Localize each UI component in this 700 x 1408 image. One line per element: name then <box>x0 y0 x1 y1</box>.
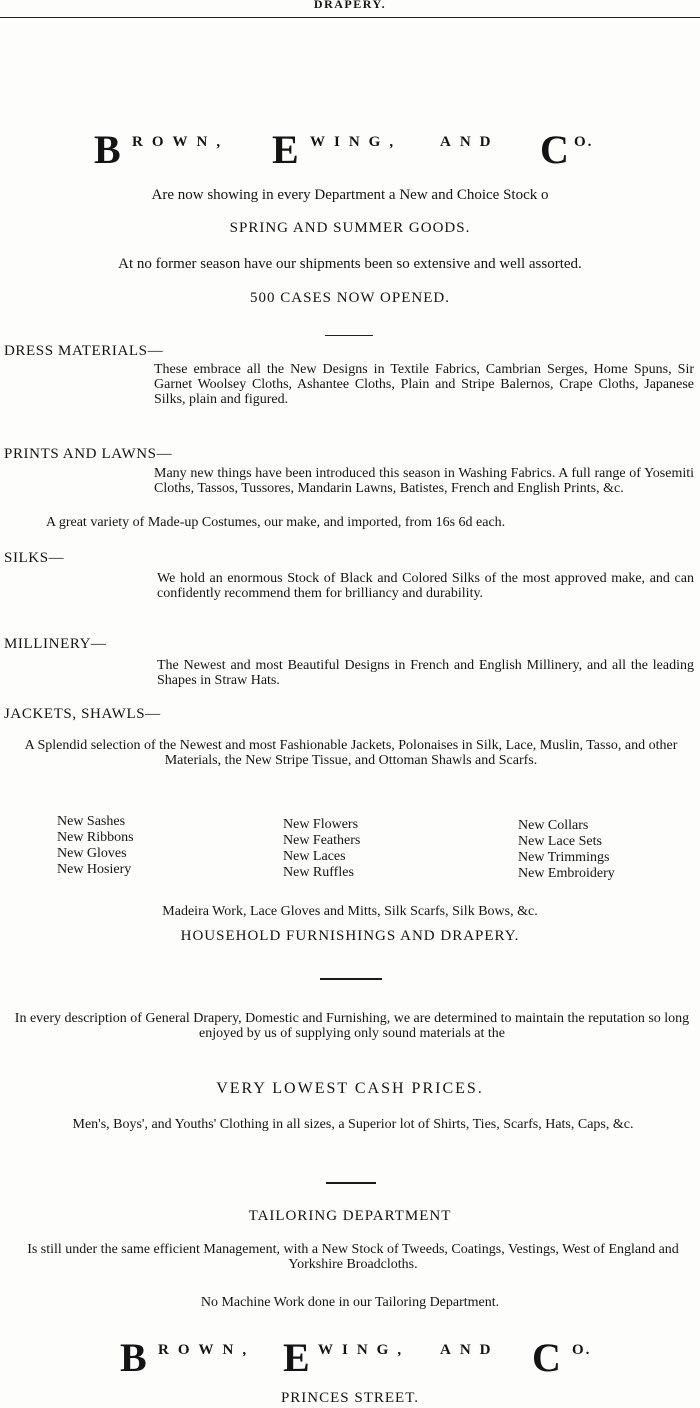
firm-e-rest: WING, <box>310 134 403 150</box>
novelty-item: New Ruffles <box>283 865 354 880</box>
tailoring-text: Is still under the same efficient Management, with a New Stock of Tweeds, Coatings, Vestings, West of England and Yorkshire Broadcloths. <box>27 1242 679 1272</box>
clothing-text: Men's, Boys', and Youths' Clothing in all sizes, a Superior lot of Shirts, Ties, Scarfs, Hats, Caps, &c. <box>72 1117 634 1132</box>
firm-e-rest: WING, <box>318 1342 411 1358</box>
firm-c-rest: O. <box>572 1342 592 1358</box>
jackets-shawls-heading: JACKETS, SHAWLS— <box>4 706 161 722</box>
tailoring-note: No Machine Work done in our Tailoring Department. <box>200 1295 500 1310</box>
firm-c-cap: C <box>532 1335 561 1380</box>
novelties-col-3 <box>518 818 615 882</box>
novelty-item: New Trimmings <box>518 850 610 865</box>
intro-line-2: SPRING AND SUMMER GOODS. <box>229 220 471 236</box>
novelties-col-2 <box>283 817 360 881</box>
prints-lawns-text: Many new things have been introduced this season in Washing Fabrics. A full range of Yosemiti Cloths, Tassos, Tussores, Mandarin Lawns, Batistes, French and English Prints, &c. <box>154 466 694 496</box>
millinery-text: The Newest and most Beautiful Designs in French and English Millinery, and all the leading Shapes in Straw Hats. <box>157 658 694 688</box>
firm-name-top <box>0 126 700 176</box>
novelty-item: New Flowers <box>283 817 359 832</box>
page-header: DRAPERY. <box>313 0 387 11</box>
firm-b-rest: ROWN, <box>132 134 230 150</box>
novelty-item: New Laces <box>283 849 346 864</box>
address-line: PRINCES STREET. <box>280 1390 420 1406</box>
novelty-item: New Collars <box>518 818 589 833</box>
divider-short-1 <box>325 335 373 336</box>
made-up-costumes-text: A great variety of Made-up Costumes, our make, and imported, from 16s 6d each. <box>46 515 506 530</box>
firm-b-cap: B <box>120 1335 147 1380</box>
firm-c-cap: C <box>540 127 569 172</box>
firm-b-cap: B <box>94 127 121 172</box>
novelties-col-1 <box>57 814 134 878</box>
tailoring-heading: TAILORING DEPARTMENT <box>248 1208 452 1224</box>
novelty-item: New Feathers <box>283 833 361 848</box>
jackets-shawls-text: A Splendid selection of the Newest and most Fashionable Jackets, Polonaises in Silk, Lace, Muslin, Tasso, and other Materials, the New Stripe Tissue, and Ottoman Shawls and Scarfs. <box>24 738 678 768</box>
silks-heading: SILKS— <box>4 550 65 566</box>
novelty-item: New Ribbons <box>57 830 134 845</box>
novelty-item: New Embroidery <box>518 866 615 881</box>
intro-line-1: Are now showing in every Department a New and Choice Stock o <box>151 187 549 203</box>
firm-e-cap: E <box>283 1335 310 1380</box>
header-rule <box>0 17 700 18</box>
novelty-item: New Hosiery <box>57 862 132 877</box>
intro-line-4: 500 CASES NOW OPENED. <box>250 290 450 306</box>
household-heading: HOUSEHOLD FURNISHINGS AND DRAPERY. <box>180 928 520 944</box>
general-drapery-text: In every description of General Drapery, Domestic and Furnishing, we are determined to maintain the reputation so long enjoyed by us of supplying only sound materials at the <box>14 1011 690 1041</box>
firm-e-cap: E <box>272 127 299 172</box>
silks-text: We hold an enormous Stock of Black and Colored Silks of the most approved make, and can confidently recommend them for brilliancy and durability. <box>157 571 694 601</box>
novelty-item: New Lace Sets <box>518 834 602 849</box>
novelty-item: New Gloves <box>57 846 127 861</box>
firm-and: AND <box>440 1342 500 1358</box>
dress-materials-heading: DRESS MATERIALS— <box>4 343 164 359</box>
dress-materials-text: These embrace all the New Designs in Textile Fabrics, Cambrian Serges, Home Spuns, Sir Garnet Woolsey Cloths, Ashantee Cloths, Plain and Stripe Balernos, Crape Cloths, Japanese Silks, plain and figured. <box>154 362 694 407</box>
firm-b-rest: ROWN, <box>158 1342 256 1358</box>
firm-name-bottom <box>0 1334 700 1384</box>
madeira-line: Madeira Work, Lace Gloves and Mitts, Silk Scarfs, Silk Bows, &c. <box>162 904 538 919</box>
millinery-heading: MILLINERY— <box>4 636 107 652</box>
firm-c-rest: O. <box>574 134 594 150</box>
novelty-item: New Sashes <box>57 814 126 829</box>
prints-lawns-heading: PRINTS AND LAWNS— <box>4 446 173 462</box>
intro-line-3: At no former season have our shipments been so extensive and well assorted. <box>118 256 582 272</box>
divider-thick-1 <box>320 978 382 980</box>
firm-and: AND <box>440 134 500 150</box>
lowest-prices-heading: VERY LOWEST CASH PRICES. <box>216 1080 484 1097</box>
divider-thick-2 <box>326 1182 376 1184</box>
